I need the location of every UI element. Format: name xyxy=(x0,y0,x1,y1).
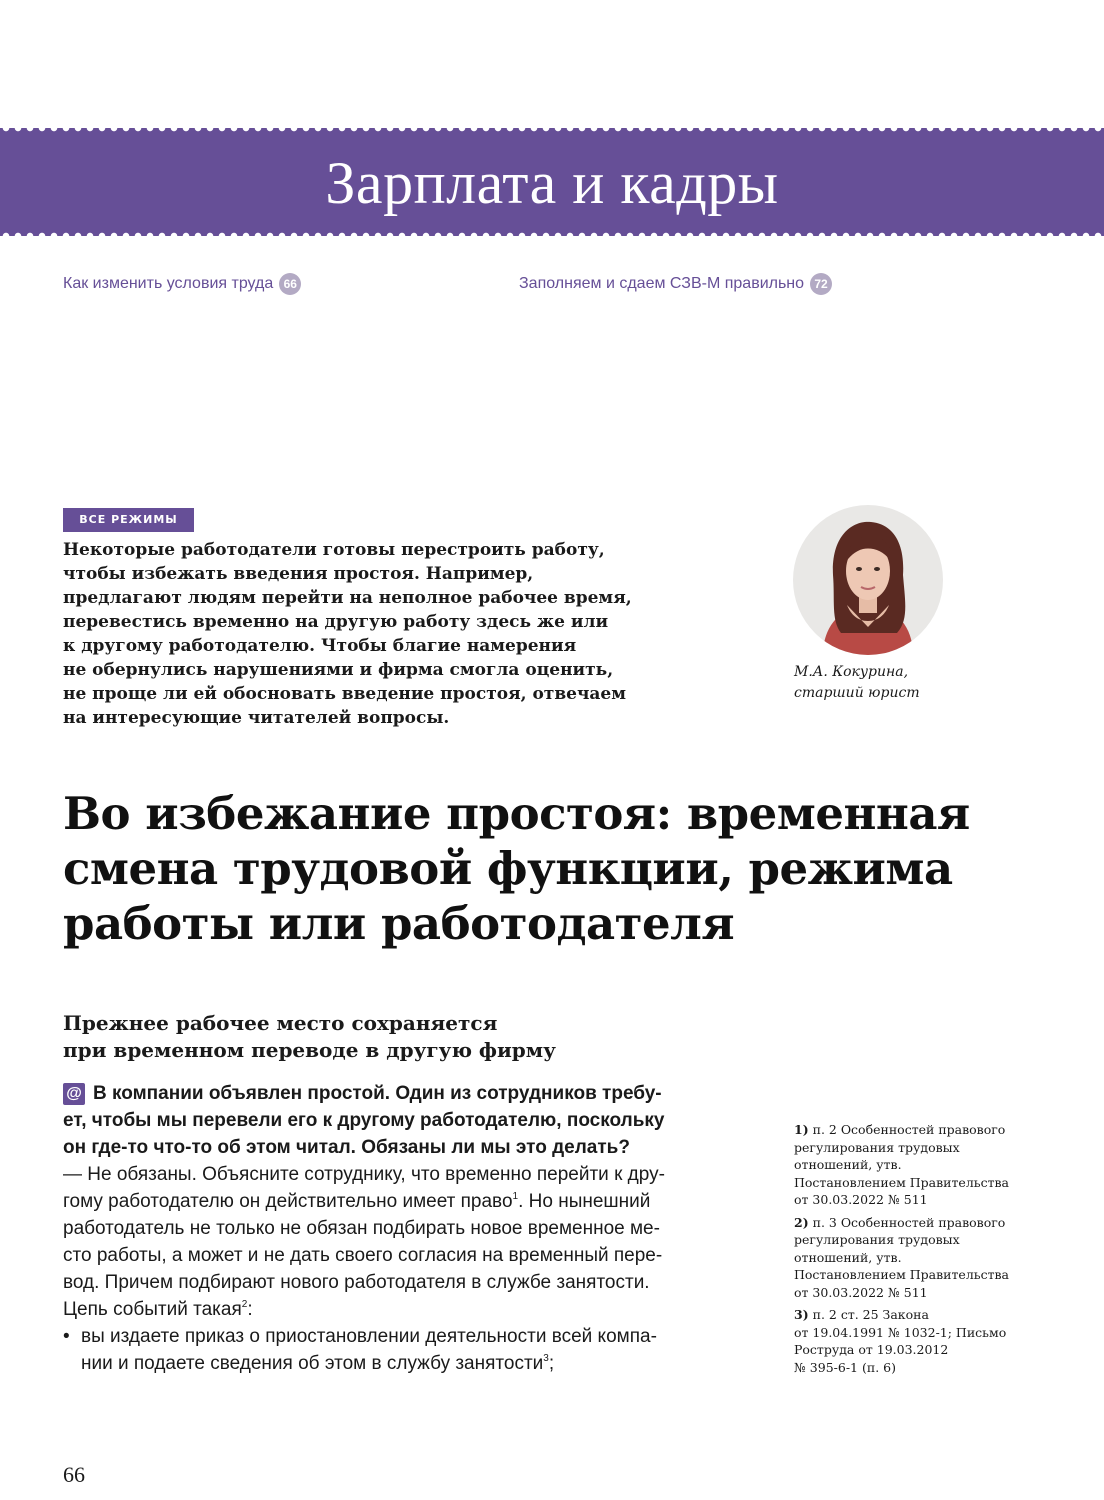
author-caption xyxy=(794,662,920,704)
footnote-ref-3[interactable]: 3 xyxy=(543,1353,549,1364)
answer-line: Цепь событий такая$^2$: xyxy=(63,1299,253,1320)
answer-line: вод. Причем подбирают нового работодателя в службе занятости. xyxy=(63,1272,650,1293)
lead-line: предлагают людям перейти на неполное рабочее время, xyxy=(63,588,632,608)
reader-question xyxy=(63,1080,753,1161)
subhead-line: при временном переводе в другую фирму xyxy=(63,1038,556,1062)
subhead-line: Прежнее рабочее место сохраняется xyxy=(63,1011,498,1035)
footnote-ref-1[interactable]: 1 xyxy=(512,1191,519,1202)
at-icon: @ xyxy=(63,1083,85,1105)
bullet-icon: • xyxy=(63,1326,70,1347)
answer-text xyxy=(63,1161,753,1377)
lead-line: не проще ли ей обосновать введение простоя, отвечаем xyxy=(63,684,627,704)
lead-line: не обернулись нарушениями и фирма смогла оценить, xyxy=(63,660,614,680)
author-photo xyxy=(793,505,943,655)
cross-ref-1[interactable] xyxy=(63,273,301,295)
category-tag: ВСЕ РЕЖИМЫ xyxy=(63,508,194,532)
lead-line: чтобы избежать введения простоя. Например, xyxy=(63,564,534,584)
cross-ref-page-badge: 72 xyxy=(810,273,832,295)
headline-line: работы или работодателя xyxy=(63,897,735,950)
lead-line: перевестись временно на другую работу здесь же или xyxy=(63,612,609,632)
lead-line: Некоторые работодатели готовы перестроить работу, xyxy=(63,540,605,560)
author-portrait-icon xyxy=(793,505,943,655)
question-line: ет, чтобы мы перевели его к другому работодателю, поскольку xyxy=(63,1110,665,1131)
author-name: М.А. Кокурина, xyxy=(794,664,909,680)
answer-line: гому работодателю он действительно имеет право$^1$. Но нынешний xyxy=(63,1191,651,1212)
question-line: он где-то что-то об этом читал. Обязаны ли мы это делать? xyxy=(63,1137,630,1158)
footnote: 3) п. 2 ст. 25 Закона от 19.04.1991 № 1032-1; Письмо Роструда от 19.03.2012 № 395-6-1 (п. 6) xyxy=(794,1307,1007,1375)
answer-line: — Не обязаны. Объясните сотруднику, что временно перейти к дру- xyxy=(63,1164,665,1185)
answer-line: сто работы, а может и не дать своего согласия на временный пере- xyxy=(63,1245,663,1266)
footnote: 1) п. 2 Особенностей правового регулирования трудовых отношений, утв. Постановлением Правительства от 30.03.2022 № 511 xyxy=(794,1122,1009,1207)
lead-line: на интересующие читателей вопросы. xyxy=(63,708,450,728)
lead-paragraph xyxy=(63,538,763,730)
article-headline xyxy=(63,786,1063,951)
cross-ref-label: Заполняем и сдаем СЗВ-М правильно xyxy=(519,275,805,292)
cross-ref-label: Как изменить условия труда xyxy=(63,275,274,292)
headline-line: Во избежание простоя: временная xyxy=(63,787,970,840)
footnotes-column xyxy=(794,1121,1024,1381)
footnote-ref-2[interactable]: 2 xyxy=(241,1299,248,1310)
section-title: Зарплата и кадры xyxy=(325,150,779,216)
lead-line: к другому работодателю. Чтобы благие намерения xyxy=(63,636,577,656)
question-line: @ В компании объявлен простой. Один из сотрудников требу- xyxy=(63,1080,753,1107)
cross-ref-page-badge: 66 xyxy=(279,273,301,295)
answer-line: работодатель не только не обязан подбирать новое временное ме- xyxy=(63,1218,660,1239)
page-number: 66 xyxy=(63,1462,85,1487)
footnote: 2) п. 3 Особенностей правового регулирования трудовых отношений, утв. Постановлением Правительства от 30.03.2022 № 511 xyxy=(794,1214,1009,1300)
author-role: старший юрист xyxy=(794,685,920,701)
section-subheading xyxy=(63,1010,763,1064)
headline-line: смена трудовой функции, режима xyxy=(63,842,953,895)
bullet-item: • вы издаете приказ о приостановлении деятельности всей компа- нии и подаете сведения об этом в службу занятости$^3$; xyxy=(63,1323,753,1377)
cross-ref-2[interactable] xyxy=(519,273,832,295)
